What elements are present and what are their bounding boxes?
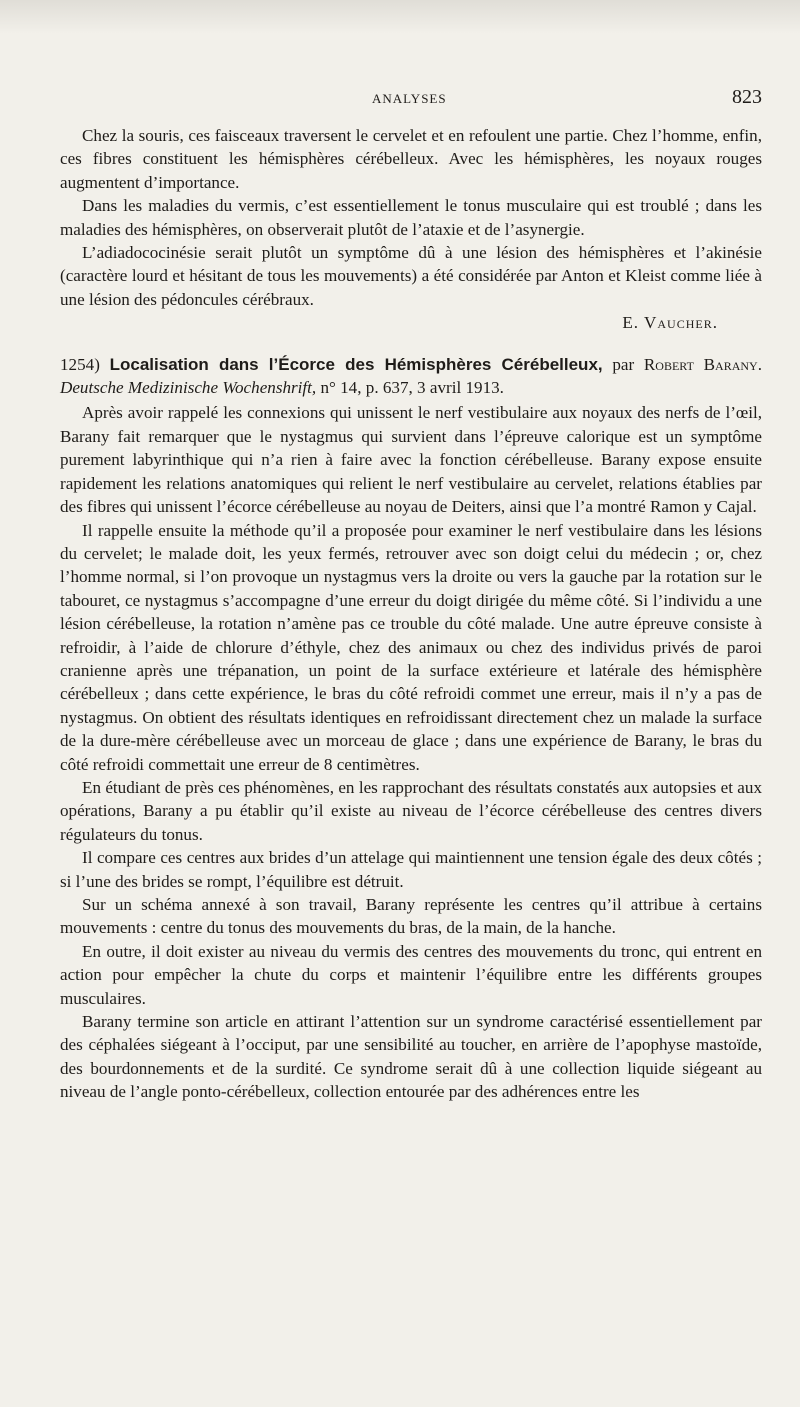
page-number: 823 <box>732 86 762 108</box>
entry-number: 1254) <box>60 354 100 374</box>
page-content <box>60 124 762 1104</box>
scan-edge-shadow <box>0 0 800 34</box>
entry-heading <box>60 353 762 400</box>
entry-paragraph-7: Barany termine son article en attirant l’attention sur un syndrome caractérisé essentiellement par des céphalées siégeant à l’occiput, par une sensibilité au toucher, en arrière de l’apophyse mastoïde, des bourdonnements et de la surdité. Ce syndrome serait dû à une collection liquide siégeant au niveau de l’angle ponto-cérébelleux, collection entourée par des adhérences entre les <box>60 1012 762 1102</box>
intro-paragraph-3: L’adiadococinésie serait plutôt un symptôme dû à une lésion des hémisphères et l’akinésie (caractère lourd et hésitant de tous les mouvements) a été considérée par Anton et Kleist comme liée à une lésion des pédoncules cérébraux. <box>60 243 762 309</box>
entry-paragraph-3: En étudiant de près ces phénomènes, en les rapprochant des résultats constatés aux autopsies et aux opérations, Barany a pu établir qu’il existe au niveau de l’écorce cérébelleuse des centres divers régulateurs du tonus. <box>60 777 762 844</box>
entry-paragraph-1: Après avoir rappelé les connexions qui unissent le nerf vestibulaire aux noyaux des nerfs de l’œil, Barany fait remarquer que le nystagmus qui survient dans l’épreuve calorique est un symptôme purement labyrinthique qui n’a rien à faire avec la fonction cérébelleuse. Barany expose ensuite rapidement les relations anatomiques qui relient le nerf vestibulaire au cervelet, relations établies par des fibres qui unissent l’écorce cérébelleuse au noyau de Deiters, ainsi que l’a montré Ramon y Cajal. <box>60 403 762 517</box>
review-signature: E. Vaucher. <box>622 313 718 333</box>
entry-title: Localisation dans l’Écorce des Hémisphères Cérébelleux, <box>109 354 603 374</box>
entry-paragraph-2: Il rappelle ensuite la méthode qu’il a proposée pour examiner le nerf vestibulaire dans les lésions du cervelet; le malade doit, les yeux fermés, retrouver avec son doigt celui du médecin ; or, chez l’homme normal, si l’on provoque un nystagmus vers la droite ou vers la gauche par la rotation sur le tabouret, ce nystagmus s’accompagne d’une erreur du doigt dirigée du même côté. Si l’individu a une lésion cérébelleuse, la rotation n’amène pas ce trouble du côté malade. Une autre épreuve consiste à refroidir, à l’aide de chlorure d’éthyle, chez des animaux ou chez des individus privés de paroi cranienne après une trépanation, un point de la surface extérieure et latérale des hémisphère cérébelleux ; dans cette expérience, le bras du côté refroidi commet une erreur, mais il n’y a pas de nystagmus. On obtient des résultats identiques en refroidissant directement chez un malade la surface de la dure-mère cérébelleuse avec un morceau de glace ; dans une expérience de Barany, le bras du côté refroidi commettait une erreur de 8 centimètres. <box>60 520 762 774</box>
entry-paragraph-5: Sur un schéma annexé à son travail, Barany représente les centres qu’il attribue à certains mouvements : centre du tonus des mouvements du bras, de la main, de la hanche. <box>60 895 762 938</box>
entry-paragraph-4: Il compare ces centres aux brides d’un attelage qui maintiennent une tension égale des deux côtés ; si l’une des brides se rompt, l’équilibre est détruit. <box>60 848 762 891</box>
section-title: ANALYSES <box>372 91 447 106</box>
entry-citation: n° 14, p. 637, 3 avril 1913. <box>320 378 504 398</box>
entry-par: par <box>602 354 635 374</box>
entry-paragraph-6: En outre, il doit exister au niveau du vermis des centres des mouvements du tronc, qui entrent en action pour empêcher la chute du corps et maintenir l’équilibre entre les différents groupes musculaires. <box>60 941 762 1008</box>
entry-author: Robert Barany. <box>643 354 762 374</box>
intro-paragraph-1: Chez la souris, ces faisceaux traversent le cervelet et en refoulent une partie. Chez l’homme, enfin, ces fibres constituent les hémisphères cérébelleux. Avec les hémisphères, les noyaux rouges augmentent d’importance. <box>60 126 762 192</box>
running-header <box>60 86 762 116</box>
entry-journal: Deutsche Medizinische Wochenshrift, <box>60 378 317 398</box>
intro-paragraph-2: Dans les maladies du vermis, c’est essentiellement le tonus musculaire qui est troublé ; dans les maladies des hémisphères, on observerait plutôt de l’ataxie et de l’asynergie. <box>60 196 762 239</box>
